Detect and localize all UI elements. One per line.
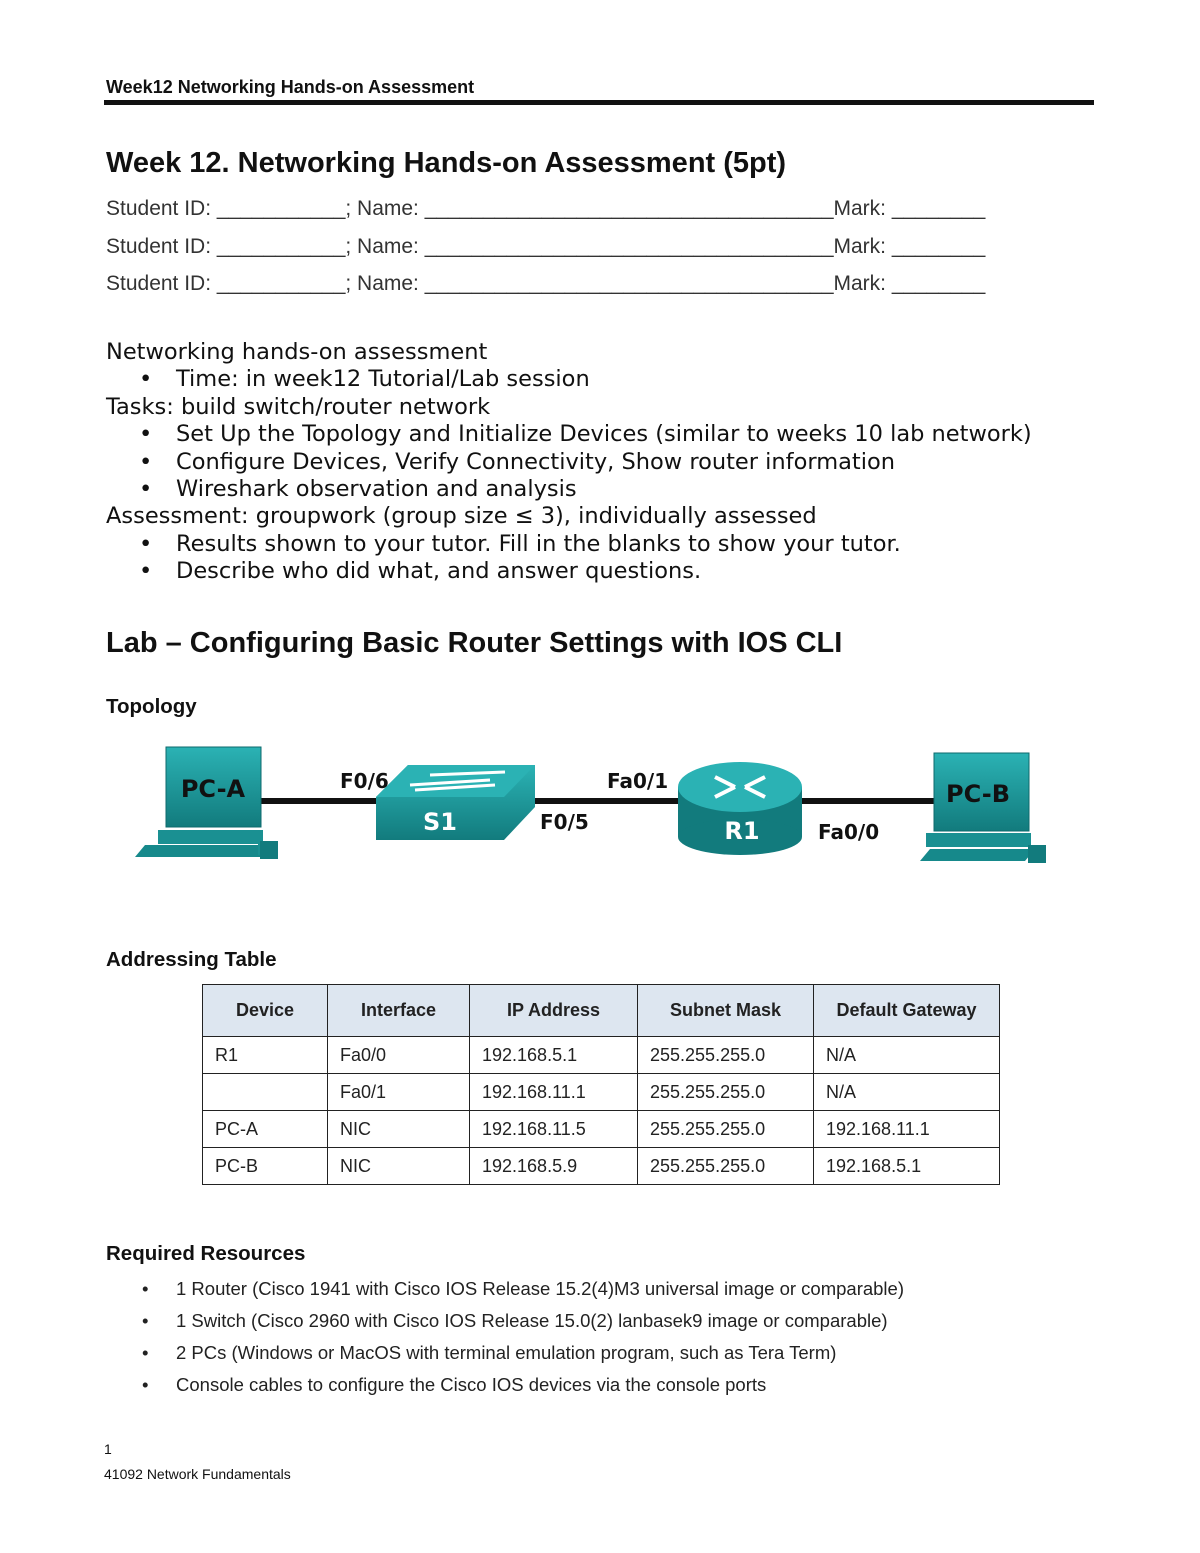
table-cell: 192.168.5.1: [814, 1148, 1000, 1185]
table-cell: N/A: [814, 1074, 1000, 1111]
addressing-table: [202, 984, 1000, 1185]
table-cell: 192.168.11.1: [814, 1111, 1000, 1148]
list-item: • 1 Router (Cisco 1941 with Cisco IOS Release 15.2(4)M3 universal image or comparable): [106, 1276, 904, 1308]
table-cell: N/A: [814, 1037, 1000, 1074]
running-header: Week12 Networking Hands-on Assessment: [106, 77, 475, 97]
router-r1-icon: [678, 762, 802, 855]
list-item: • Results shown to your tutor. Fill in the blanks to show your tutor.: [106, 531, 1032, 558]
topology-diagram: [130, 735, 1070, 875]
table-cell: 255.255.255.0: [638, 1074, 814, 1111]
table-cell: 255.255.255.0: [638, 1148, 814, 1185]
column-header: IP Address: [470, 985, 638, 1037]
table-row: [203, 1111, 1000, 1148]
pc-a-label: PC-A: [180, 775, 246, 803]
switch-s1-icon: [376, 765, 535, 840]
table-cell: 192.168.5.9: [470, 1148, 638, 1185]
list-item: • 1 Switch (Cisco 2960 with Cisco IOS Release 15.0(2) lanbasek9 image or comparable): [106, 1308, 904, 1340]
list-item: • Configure Devices, Verify Connectivity, Show router information: [106, 449, 1032, 476]
resources-list: [106, 1276, 904, 1404]
port-label: F0/5: [540, 810, 589, 834]
table-cell: NIC: [328, 1111, 470, 1148]
table-row: [203, 1074, 1000, 1111]
overview-section: [106, 339, 1032, 586]
table-cell: 192.168.11.5: [470, 1111, 638, 1148]
resources-heading: Required Resources: [106, 1242, 306, 1265]
column-header: Device: [203, 985, 328, 1037]
switch-label: S1: [423, 808, 457, 836]
table-row: [203, 1037, 1000, 1074]
pc-a-icon: [135, 747, 278, 859]
table-cell: NIC: [328, 1148, 470, 1185]
pc-b-icon: [920, 753, 1046, 863]
table-cell: 255.255.255.0: [638, 1037, 814, 1074]
table-cell: 192.168.11.1: [470, 1074, 638, 1111]
pc-b-label: PC-B: [945, 780, 1011, 808]
table-cell: PC-A: [203, 1111, 328, 1148]
list-item: • Time: in week12 Tutorial/Lab session: [106, 366, 1032, 393]
column-header: Default Gateway: [814, 985, 1000, 1037]
overview-heading: Networking hands-on assessment: [106, 339, 488, 365]
student-line-1[interactable]: Student ID: ___________; Name: ___________________________________Mark: ________: [106, 197, 986, 220]
student-line-3[interactable]: Student ID: ___________; Name: ___________________________________Mark: ________: [106, 272, 986, 295]
list-item: • 2 PCs (Windows or MacOS with terminal emulation program, such as Tera Term): [106, 1340, 904, 1372]
addressing-heading: Addressing Table: [106, 948, 277, 971]
list-item: • Set Up the Topology and Initialize Devices (similar to weeks 10 lab network): [106, 421, 1032, 448]
port-label: Fa0/0: [818, 820, 880, 844]
router-label: R1: [724, 817, 760, 845]
assessment-heading: Assessment: groupwork (group size ≤ 3), individually assessed: [106, 503, 817, 530]
document-title: Week 12. Networking Hands-on Assessment (5pt): [106, 147, 787, 179]
list-item: • Console cables to configure the Cisco IOS devices via the console ports: [106, 1372, 904, 1404]
topology-heading: Topology: [106, 695, 197, 718]
port-label: Fa0/1: [607, 769, 669, 793]
student-line-2[interactable]: Student ID: ___________; Name: ___________________________________Mark: ________: [106, 235, 986, 258]
table-cell: PC-B: [203, 1148, 328, 1185]
table-cell: Fa0/1: [328, 1074, 470, 1111]
table-cell: [203, 1074, 328, 1111]
list-item: • Wireshark observation and analysis: [106, 476, 1032, 503]
list-item: • Describe who did what, and answer questions.: [106, 558, 1032, 585]
lab-title: Lab – Configuring Basic Router Settings with IOS CLI: [106, 627, 843, 659]
page-number: 1: [104, 1441, 112, 1457]
table-cell: 192.168.5.1: [470, 1037, 638, 1074]
port-label: F0/6: [340, 769, 389, 793]
column-header: Interface: [328, 985, 470, 1037]
table-cell: Fa0/0: [328, 1037, 470, 1074]
column-header: Subnet Mask: [638, 985, 814, 1037]
table-cell: 255.255.255.0: [638, 1111, 814, 1148]
tasks-heading: Tasks: build switch/router network: [106, 393, 491, 420]
table-cell: R1: [203, 1037, 328, 1074]
footer-course: 41092 Network Fundamentals: [104, 1466, 291, 1482]
header-rule: [104, 100, 1094, 105]
table-row: [203, 1148, 1000, 1185]
table-header-row: [203, 985, 1000, 1037]
